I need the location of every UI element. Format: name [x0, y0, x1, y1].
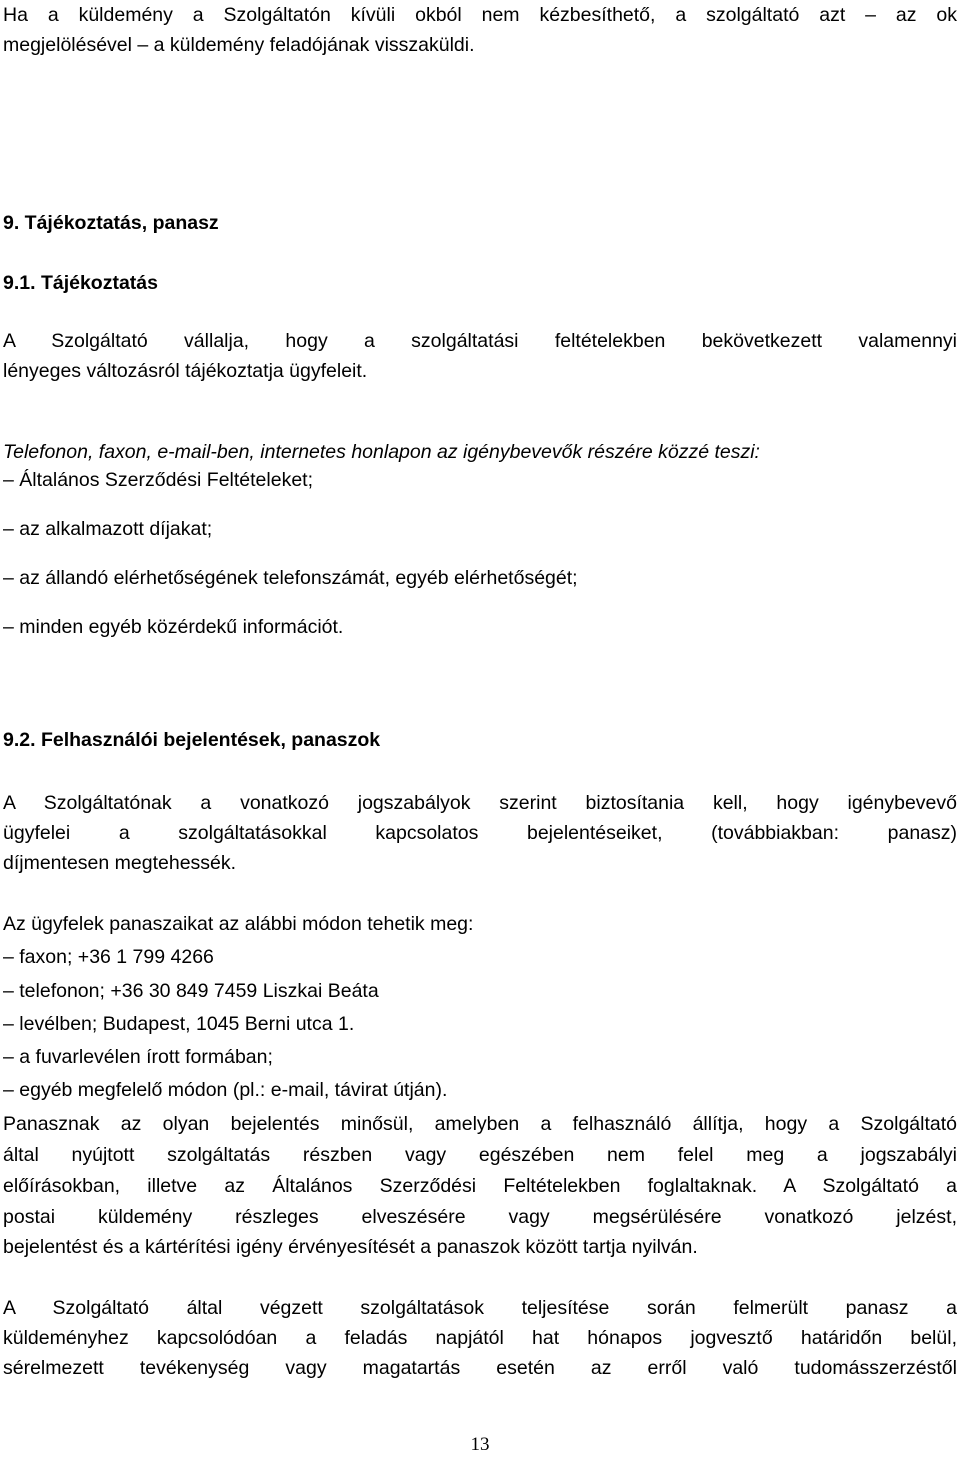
section-9-heading: 9. Tájékoztatás, panasz [3, 212, 219, 234]
complaint-channel-item: – faxon; +36 1 799 4266 [3, 946, 214, 968]
section-9-2-para1-line2: ügyfelei a szolgáltatásokkal kapcsolatos bejelentéseiket, (továbbiakban: panasz) [3, 822, 957, 844]
section-9-2-para4-line1: A Szolgáltató által végzett szolgáltatások teljesítése során felmerült panasz a [3, 1297, 957, 1319]
section-9-2-para2-intro: Az ügyfelek panaszaikat az alábbi módon tehetik meg: [3, 913, 474, 935]
intro-line-2: megjelölésével – a küldemény feladójának visszaküldi. [3, 34, 475, 56]
section-9-1-heading: 9.1. Tájékoztatás [3, 272, 158, 294]
section-9-2-heading: 9.2. Felhasználói bejelentések, panaszok [3, 729, 381, 751]
complaint-channel-item: – a fuvarlevélen írott formában; [3, 1046, 273, 1068]
section-9-2-para1-line3: díjmentesen megtehessék. [3, 852, 237, 874]
section-9-2-para3-line4: postai küldemény részleges elveszésére vagy megsérülésére vonatkozó jelzést, [3, 1206, 957, 1228]
intro-line-1: Ha a küldemény a Szolgáltatón kívüli okból nem kézbesíthető, a szolgáltató azt – az ok [3, 4, 957, 26]
section-9-1-para1-line1: A Szolgáltató vállalja, hogy a szolgáltatási feltételekben bekövetkezett valamennyi [3, 330, 957, 352]
list-item: – az állandó elérhetőségének telefonszámát, egyéb elérhetőségét; [3, 567, 578, 589]
complaint-channel-item: – egyéb megfelelő módon (pl.: e-mail, távirat útján). [3, 1079, 448, 1101]
section-9-2-para1-line1: A Szolgáltatónak a vonatkozó jogszabályok szerint biztosítania kell, hogy igénybevevő [3, 792, 957, 814]
section-9-2-para3-line5: bejelentést és a kártérítési igény érvényesítését a panaszok között tartja nyilván. [3, 1236, 698, 1258]
list-item: – Általános Szerződési Feltételeket; [3, 469, 314, 491]
section-9-2-para4-line2: küldeményhez kapcsolódóan a feladás napjától hat hónapos jogvesztő határidőn belül, [3, 1327, 957, 1349]
section-9-2-para3-line3: előírásokban, illetve az Általános Szerződési Feltételekben foglaltaknak. A Szolgáltató a [3, 1175, 957, 1197]
section-9-2-para3-line2: által nyújtott szolgáltatás részben vagy egészében nem felel meg a jogszabályi [3, 1144, 957, 1166]
complaint-channel-item: – levélben; Budapest, 1045 Berni utca 1. [3, 1013, 355, 1035]
section-9-1-para2: Telefonon, faxon, e-mail-ben, internetes honlapon az igénybevevők részére közzé teszi: [3, 441, 760, 463]
complaint-channel-item: – telefonon; +36 30 849 7459 Liszkai Beáta [3, 980, 379, 1002]
list-item: – az alkalmazott díjakat; [3, 518, 213, 540]
section-9-1-para1-line2: lényeges változásról tájékoztatja ügyfeleit. [3, 360, 368, 382]
section-9-2-para4-line3: sérelmezett tevékenység vagy magatartás esetén az erről való tudomásszerzéstől [3, 1357, 957, 1379]
section-9-2-para3-line1: Panasznak az olyan bejelentés minősül, amelyben a felhasználó állítja, hogy a Szolgáltató [3, 1113, 957, 1135]
page-number: 13 [470, 1434, 490, 1455]
list-item: – minden egyéb közérdekű információt. [3, 616, 344, 638]
document-page [3, 0, 957, 1455]
